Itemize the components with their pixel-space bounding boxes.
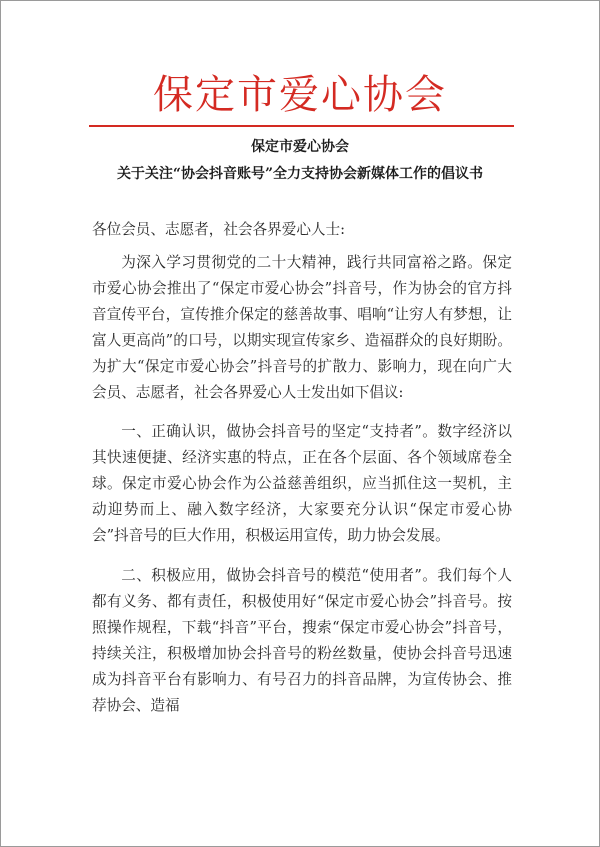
salutation: 各位会员、志愿者，社会各界爱心人士: [92, 221, 346, 238]
masthead-title: 保定市爱心协会 [153, 72, 447, 118]
document-subject: 关于关注“协会抖音账号”全力支持协会新媒体工作的倡议书 [116, 166, 484, 182]
paragraph-intro: 为深入学习贯彻党的二十大精神，践行共同富裕之路。保定市爱心协会推出了“保定市爱心协会”抖音号，作为协会的官方抖音宣传平台，宣传推介保定的慈善故事、唱响“让穷人有梦想，让富人更高尚”的口号，以期实现宣传家乡、造福群众的良好期盼。为扩大“保定市爱心协会”抖音号的扩散力、影响力，现在向广大会员、志愿者，社会各界爱心人士发出如下倡议: [92, 254, 512, 401]
document-body [92, 219, 512, 719]
paragraph-point-1: 一、正确认识，做协会抖音号的坚定“支持者”。数字经济以其快速便捷、经济实惠的特点，正在各个层面、各个领域席卷全球。保定市爱心协会作为公益慈善组织，应当抓住这一契机，主动迎势而上、融入数字经济，大家要充分认识“保定市爱心协会”抖音号的巨大作用，积极运用宣传，助力协会发展。 [92, 423, 512, 544]
masthead-divider [89, 125, 514, 127]
paragraph-point-2: 二、积极应用，做协会抖音号的模范“使用者”。我们每个人都有义务、都有责任，积极使用好“保定市爱心协会”抖音号。按照操作规程，下载“抖音”平台，搜索“保定市爱心协会”抖音号，持续关注，积极增加协会抖音号的粉丝数量，使协会抖音号迅速成为抖音平台有影响力、有号召力的抖音品牌，为宣传协会、推荐协会、造福 [92, 567, 512, 714]
issuing-organization: 保定市爱心协会 [251, 139, 349, 155]
